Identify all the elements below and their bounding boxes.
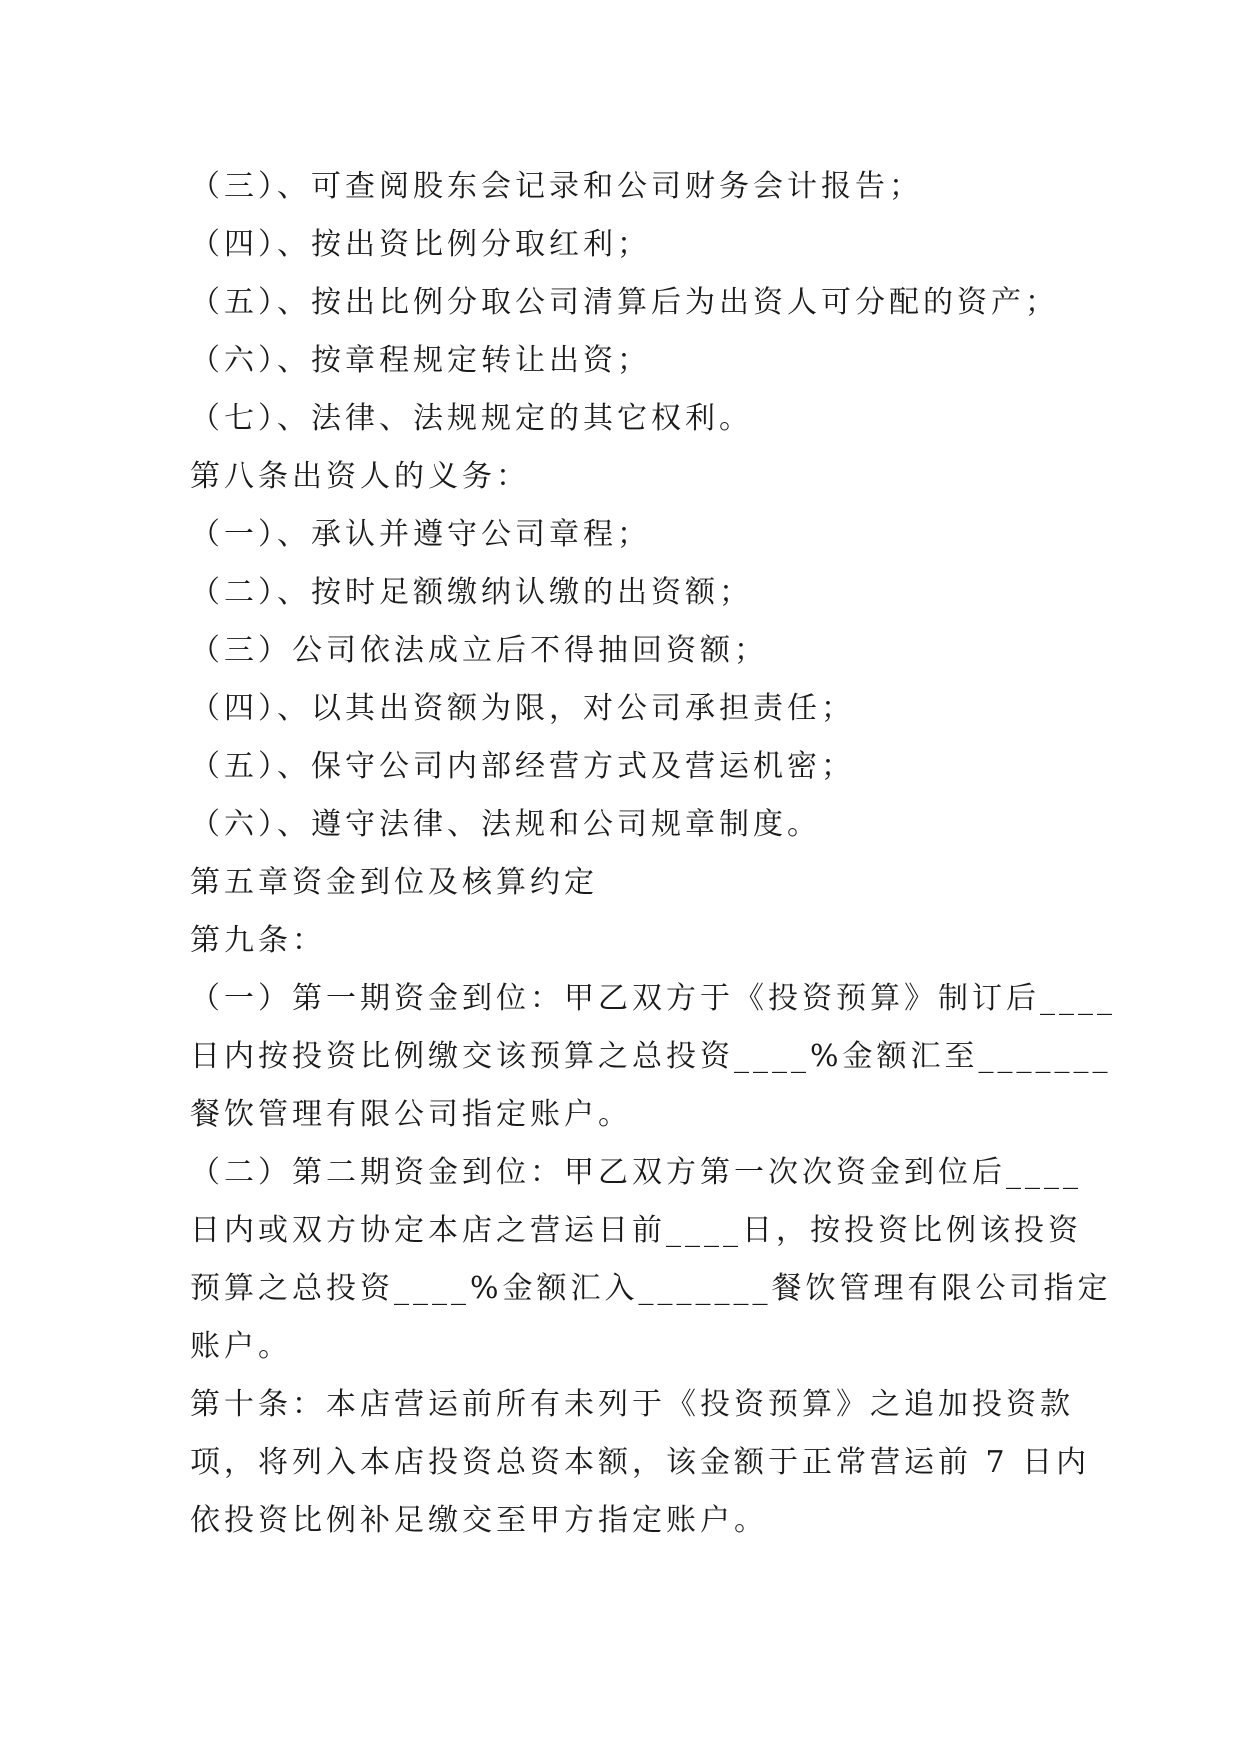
text-line: （七）、法律、法规规定的其它权利。: [190, 401, 753, 436]
text-line: （六）、遵守法律、法规和公司规章制度。: [190, 807, 821, 842]
document-body: [190, 158, 1116, 1550]
text-line: 第十条：本店营运前所有未列于《投资预算》之追加投资款: [190, 1387, 1074, 1422]
text-line: 日内或双方协定本店之营运日前____日，按投资比例该投资: [190, 1213, 1082, 1248]
text-line: （一）、承认并遵守公司章程；: [190, 517, 651, 552]
text-line: 项，将列入本店投资总资本额，该金额于正常营运前 7 日内: [190, 1445, 1091, 1480]
text-line: （五）、保守公司内部经营方式及营运机密；: [190, 749, 855, 784]
text-line: （三）、可查阅股东会记录和公司财务会计报告；: [190, 169, 923, 204]
text-line: 依投资比例补足缴交至甲方指定账户。: [190, 1503, 768, 1538]
text-line: 账户。: [190, 1329, 292, 1364]
text-line: （五）、按出比例分取公司清算后为出资人可分配的资产；: [190, 285, 1059, 320]
text-line: （二）、按时足额缴纳认缴的出资额；: [190, 575, 753, 610]
chapter-heading: 第五章资金到位及核算约定: [190, 865, 598, 900]
text-line: （四）、以其出资额为限，对公司承担责任；: [190, 691, 855, 726]
section-heading: 第九条：: [190, 923, 326, 958]
section-heading: 第八条出资人的义务：: [190, 459, 530, 494]
text-line: （四）、按出资比例分取红利；: [190, 227, 651, 262]
text-line: （六）、按章程规定转让出资；: [190, 343, 651, 378]
text-line: （三）公司依法成立后不得抽回资额；: [190, 633, 768, 668]
text-line: 日内按投资比例缴交该预算之总投资____%金额汇至_______: [190, 1039, 1112, 1074]
text-line: （二）第二期资金到位：甲乙双方第一次次资金到位后____: [190, 1155, 1082, 1190]
text-line: 餐饮管理有限公司指定账户。: [190, 1097, 632, 1132]
text-line: 预算之总投资____%金额汇入_______餐饮管理有限公司指定: [190, 1271, 1112, 1306]
text-line: （一）第一期资金到位：甲乙双方于《投资预算》制订后____: [190, 981, 1116, 1016]
